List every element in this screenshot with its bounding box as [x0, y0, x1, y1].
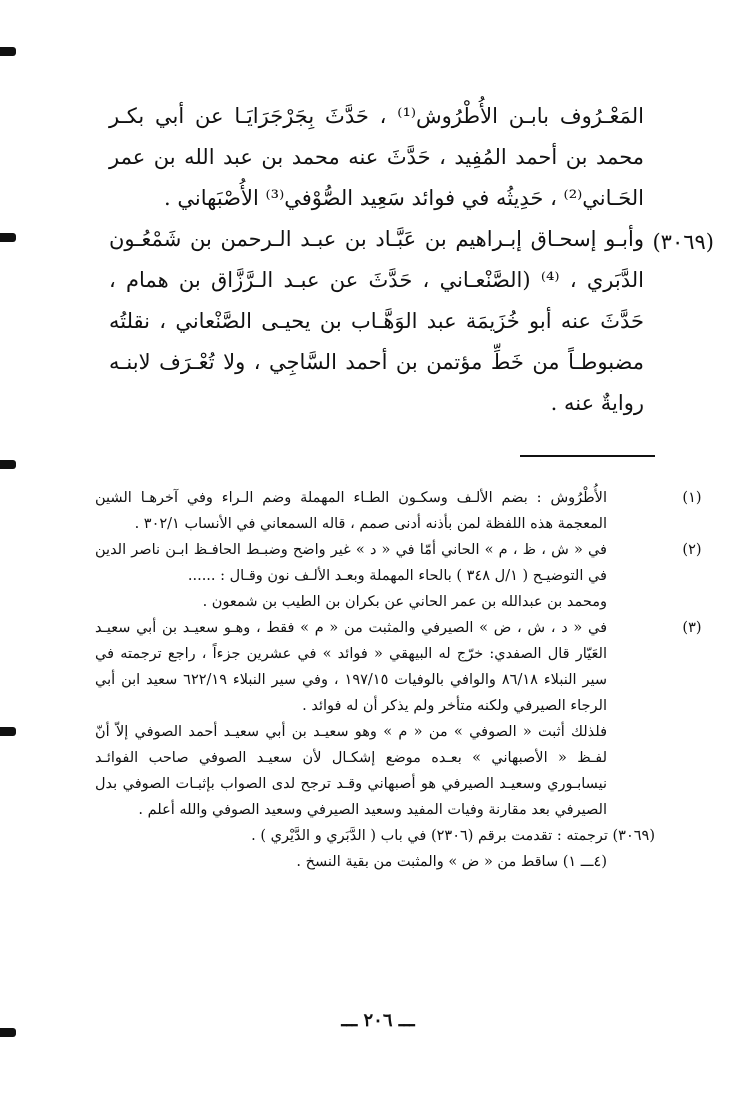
- entry-text: وأبـو إسحـاق إبـراهيم بن عَبَّـاد بن عبـد الـرحمن بن شَمْعُـون الدَّبَري ، ⁽⁴⁾ (الصَّنْعـاني ، حَدَّثَ عن عبـد الـرَّزَّاق بن همام ، حَدَّثَ عنه أبو خُزَيمَة عبد الوَهَّـاب بن يحيـى الصَّنْعاني ، نقلتُه مضبوطـاً من خَطِّ مؤتمن بن أحمد السَّاجِي ، ولا تُعْـرَف لابنـه روايةٌ عنه .: [109, 227, 644, 415]
- footnote: [95, 485, 702, 537]
- page-edge-mark: [0, 47, 16, 56]
- page-number: ـــ ٢٠٦ ـــ: [341, 1010, 415, 1031]
- last-footnote: (٤ـــ ١) ساقط من « ض » والمثبت من بقية النسخ .: [296, 854, 607, 870]
- main-text: [109, 96, 644, 424]
- footnote: [95, 537, 702, 615]
- footnote-number: (١): [682, 490, 702, 506]
- footnote-number: (٢): [682, 542, 702, 558]
- footnote: [95, 615, 702, 823]
- entry-number: (٣٠٦٩): [652, 230, 714, 254]
- footnotes: [95, 485, 702, 875]
- page-edge-mark: [0, 727, 16, 736]
- footnote-extra: ومحمد بن عبدالله بن عمر الحاني عن بكران بن الطيب بن شمعون .: [202, 594, 607, 610]
- translation-note: (٣٠٦٩) ترجمته : تقدمت برقم (٢٣٠٦) في باب ( الدَّبَري و الدَّيْري ) .: [251, 828, 655, 844]
- page-edge-mark: [0, 460, 16, 469]
- footnote-text: في « ش ، ظ ، م » الحاني أمّا في « د » غير واضح وضبـط الحافـظ ابـن ناصر الدين في التوضيـح ( ١/ل ٣٤٨ ) بالحاء المهملة وبعـد الألـف نون وقـال : ......: [95, 542, 607, 584]
- footnote-number: (٣): [682, 620, 702, 636]
- page-edge-mark: [0, 233, 16, 242]
- main-paragraph: المَعْـرُوف بابـن الأُطْرُوش⁽¹⁾ ، حَدَّثَ بِجَرْجَرَايَـا عن أبي بكـر محمد بن أحمد المُفِيد ، حَدَّثَ عنه محمد بن عبد الله بن عمر الحَـاني⁽²⁾ ، حَدِيثُه في فوائد سَعِيد الصُّوْفي⁽³⁾ الأُصْبَهاني .: [109, 104, 644, 210]
- footnote-extra: فلذلك أثبت « الصوفي » من « م » وهو سعيـد بن أبي سعيـد أحمد الصوفي إلاّ أنّ لفـظ « الأصبهاني » بعـده موضع إشكـال لأن سعيـد الصوفي صاحب الفوائـد نيسابـوري وسعيـد الصيرفي هو أصبهاني وقـد ترجح لدى الصواب بإثبـات الصوفي بدل الصيرفي بعد مقارنة وفيات المفيد وسعيد الصيرفي وسعيد الصوفي والله أعلم .: [95, 724, 607, 818]
- footnote-text: الأُطْرُوش : بضم الألـف وسكـون الطـاء المهملة وضم الـراء وفي آخرهـا الشين المعجمة هذه اللفظة لمن بأذنه أدنى صمم ، قاله السمعاني في الأنساب ٣٠٢/١ .: [95, 490, 607, 532]
- footnote-divider: [520, 455, 655, 457]
- footnote-text: في « د ، ش ، ض » الصيرفي والمثبت من « م » فقط ، وهـو سعيـد بن أبي سعيـد العَيّار قال الصفدي: خرّج له البيهقي « فوائد » في عشرين جزءاً ، راجع ترجمته في سير النبلاء ٨٦/١٨ والوافي بالوفيات ١٩٧/١٥ ، وفي سير النبلاء ٦٢٢/١٩ سعيد ابن أبي الرجاء الصيرفي ولكنه متأخر ولم يذكر أن له فوائد .: [95, 620, 607, 714]
